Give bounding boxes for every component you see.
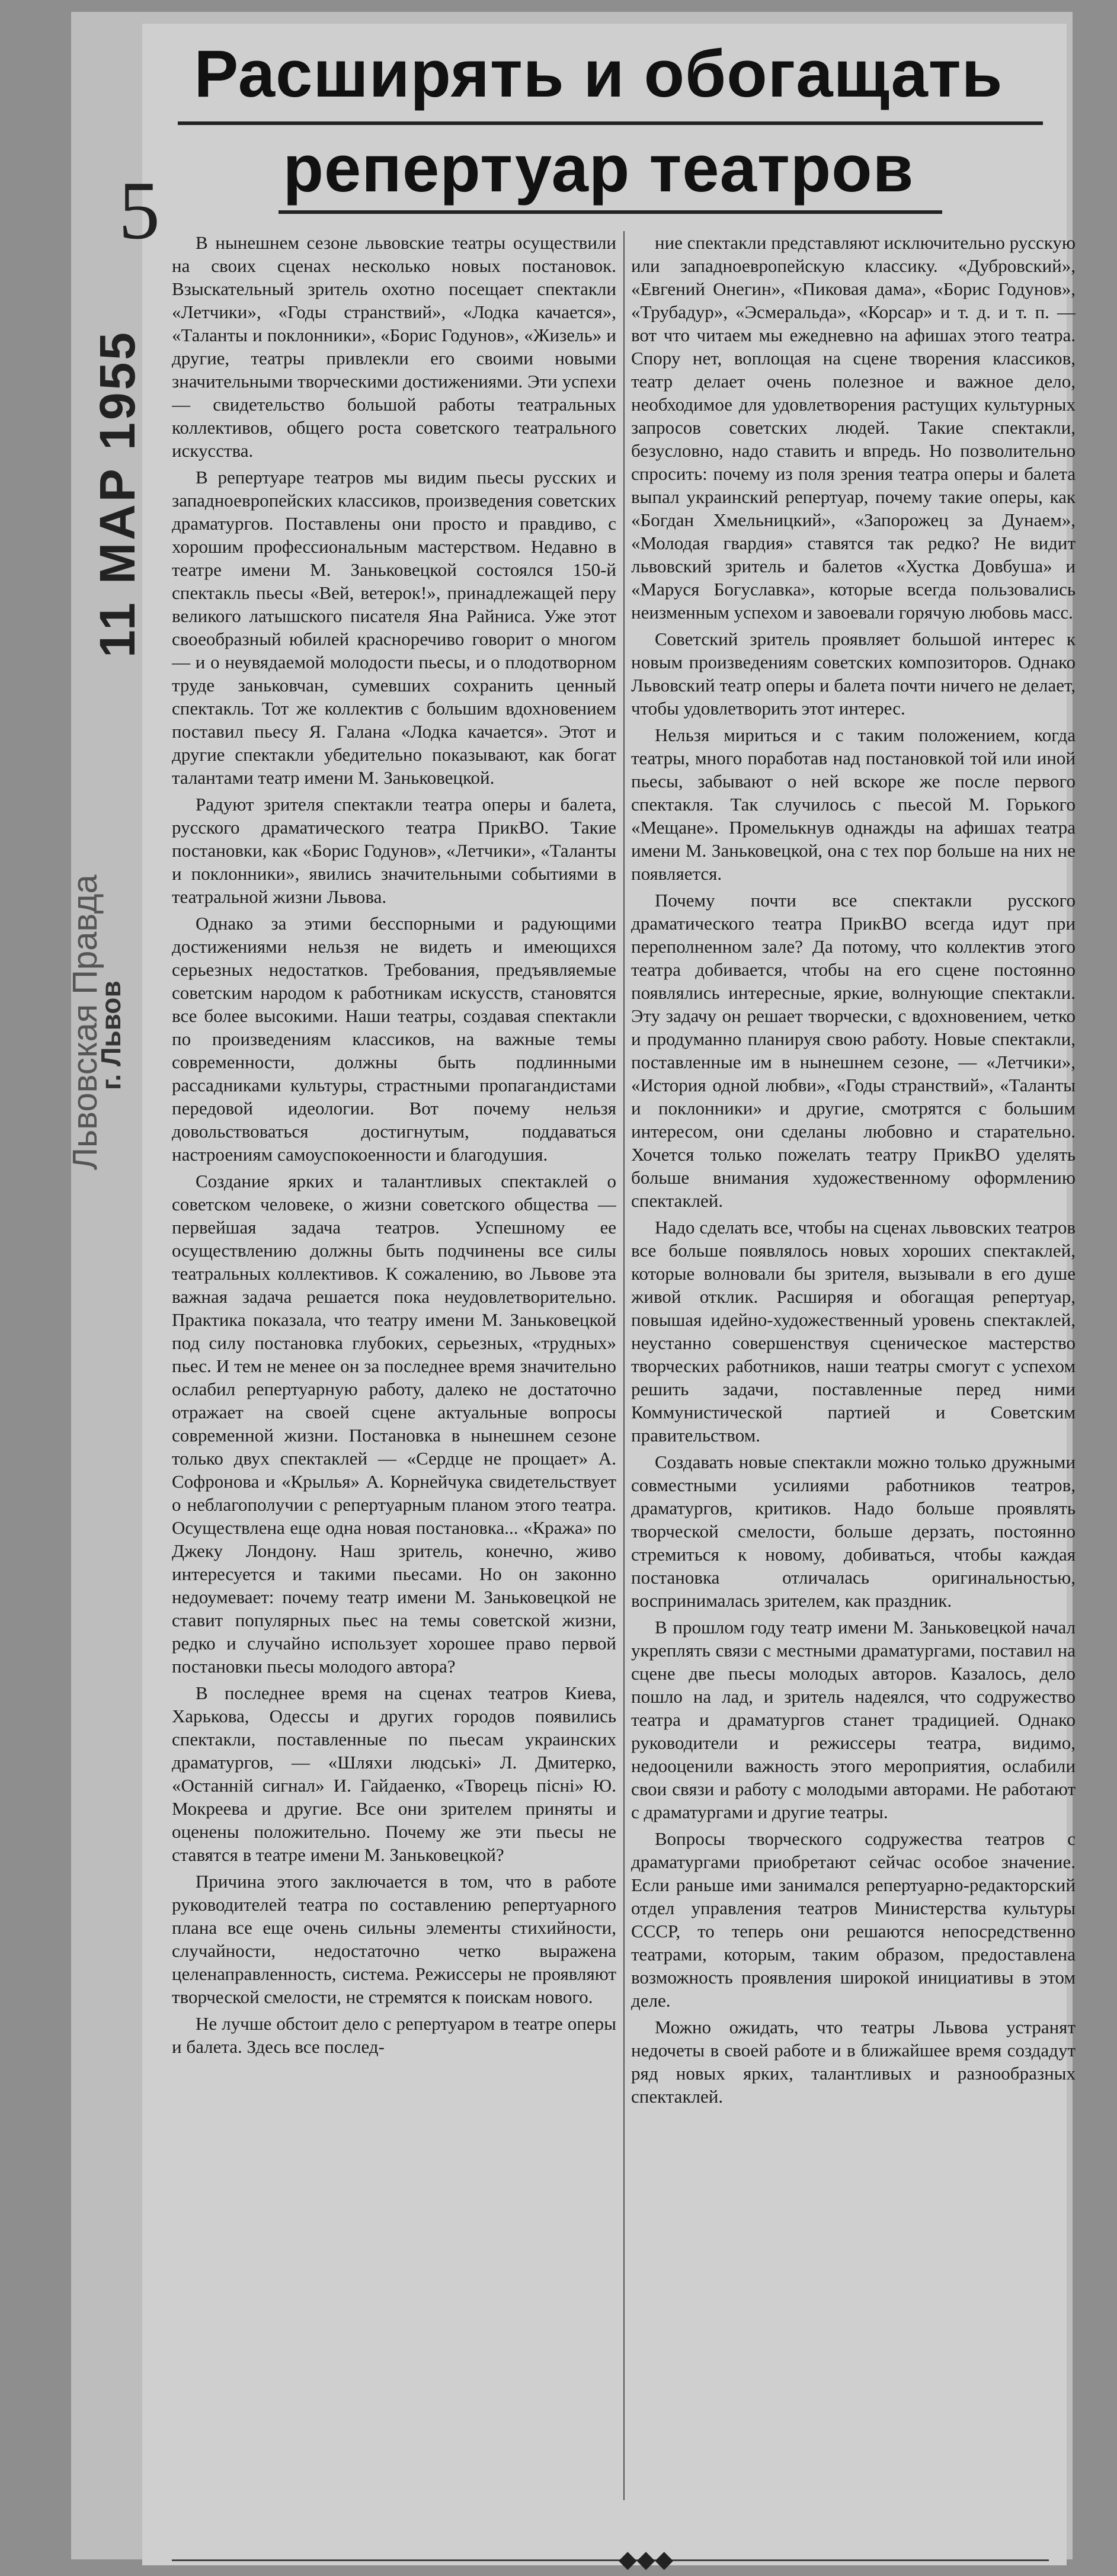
city-label: г. Львов xyxy=(95,981,126,1090)
newspaper-name: Львовская Правда xyxy=(66,874,104,1170)
headline-rule-bottom xyxy=(279,210,942,214)
article-paragraph: ние спектакли представляют исключительно русскую или западноевропейскую классику. «Дубровский», «Евгений Онегин», «Пиковая дама», «Борис Годунов», «Трубадур», «Эсмеральда», «Корсар» и т. д. и т. п. — вот что читаем мы ежедневно на афишах этого театра. Спору нет, воплощая на сцене творения классиков, театр делает очень полезное и важное дело, необходимое для удовлетворения растущих культурных запросов советских людей. Такие спектакли, безусловно, надо ставить и впредь. Но позволительно спросить: почему из поля зрения театра оперы и балета выпал украинский репертуар, почему такие оперы, как «Богдан Хмельницкий», «Запорожец за Дунаем», «Молодая гвардия» ставятся так редко? Не видит львовский зритель и балетов «Хустка Довбуша» и «Маруся Богуславка», которые всегда пользовались неизменным успехом и завоевали горячую любовь масс. xyxy=(631,232,1076,623)
headline-line-2: репертуар театров xyxy=(283,132,914,206)
article-column-2 xyxy=(631,231,1076,2500)
article-paragraph: В нынешнем сезоне львовские театры осуществили на своих сценах несколько новых постановок. Взыскательный зритель охотно посещает спектакли «Летчики», «Годы странствий», «Лодка качается», «Таланты и поклонники», «Борис Годунов», «Жизель» и другие, театры привлекли его своими новыми значительными творческими достижениями. Эти успехи — свидетельство большой работы театральных коллективов, общего роста советского театрального искусства. xyxy=(172,232,616,461)
ornament: ◆◆◆ xyxy=(618,2546,674,2572)
article-paragraph: Причина этого заключается в том, что в работе руководителей театра по составлению репертуарного плана все еще очень сильны элементы стихийности, случайности, недостаточно четко выражена целенаправленность, система. Режиссеры не проявляют творческой смелости, не стремятся к поискам нового. xyxy=(172,1871,616,2007)
article-paragraph: Однако за этими бесспорными и радующими достижениями нельзя не видеть и имеющихся серьезных недостатков. Требования, предъявляемые советским народом к работникам искусств, становятся все более высокими. Наши театры, создавая спектакли по произведениям классиков, на важные темы современности, должны быть подлинными рассадниками культуры, страстными пропагандистами передовой идеологии. Вот почему нельзя довольствоваться достигнутым, поддаваться настроениям самоуспокоенности и благодушия. xyxy=(172,913,616,1165)
headline-rule-top xyxy=(178,121,1043,125)
margin-handwritten-mark: 5 xyxy=(119,165,160,257)
article-paragraph: Надо сделать все, чтобы на сценах львовских театров все больше появлялось новых хороших спектаклей, которые волновали бы зрителя, вызывали в его душе живой отклик. Расширяя и обогащая репертуар, повышая идейно-художественный уровень спектаклей, неустанно совершенствуя сценическое мастерство творческих работников, наши театры смогут с успехом решить задачи, поставленные перед ними Коммунистической партией и Советским правительством. xyxy=(631,1217,1076,1446)
article-paragraph: Не лучше обстоит дело с репертуаром в театре оперы и балета. Здесь все послед- xyxy=(172,2013,616,2057)
article-paragraph: Создавать новые спектакли можно только дружными совместными усилиями работников театров, драматургов, критиков. Надо больше проявлять творческой смелости, больше дерзать, постоянно стремиться к новому, добиваться, чтобы каждая постановка отличалась оригинальностью, воспринималась зрителем, как праздник. xyxy=(631,1452,1076,1611)
article-paragraph: В репертуаре театров мы видим пьесы русских и западноевропейских классиков, произведения советских драматургов. Поставлены они просто и правдиво, с хорошим профессиональным мастерством. Недавно в театре имени М. Заньковецкой состоялся 150-й спектакль пьесы «Вей, ветерок!», принадлежащей перу великого латышского писателя Яна Райниса. Уже этот своеобразный юбилей красноречиво говорит о многом — и о неувядаемой молодости пьесы, и о плодотворном труде заньковчан, сумевших сохранить ценный спектакль. Тот же коллектив с большим вдохновением поставил пьесу Я. Галана «Лодка качается». Этот и другие спектакли убедительно показывают, как богат талантами театр имени М. Заньковецкой. xyxy=(172,467,616,788)
article-paragraph: Нельзя мириться и с таким положением, когда театры, много поработав над постановкой той или иной пьесы, забывают о ней вскоре же после первого спектакля. Так случилось с пьесой М. Горького «Мещане». Промелькнув однажды на афишах театра имени М. Заньковецкой, она с тех пор больше на них не появляется. xyxy=(631,725,1076,884)
article-paragraph: Советский зритель проявляет большой интерес к новым произведениям советских композиторов. Однако Львовский театр оперы и балета почти ничего не делает, чтобы удовлетворить этот интерес. xyxy=(631,629,1076,719)
date-stamp: 11 МАР 1955 xyxy=(89,329,145,658)
article-paragraph: В последнее время на сценах театров Киева, Харькова, Одессы и других городов появились спектакли, поставленные по пьесам украинских драматургов, — «Шляхи людські» Л. Дмитерко, «Останній сигнал» И. Гайдаенко, «Творець пісні» Ю. Мокреева и другие. Все они зрителем приняты и оценены положительно. Почему же эти пьесы не ставятся в театре имени М. Заньковецкой? xyxy=(172,1683,616,1865)
column-divider xyxy=(623,231,625,2500)
article-column-1 xyxy=(172,231,616,2500)
article-paragraph: Создание ярких и талантливых спектаклей о советском человеке, о жизни советского общества — первейшая задача театров. Успешному ее осуществлению должны быть подчинены все силы театральных коллективов. К сожалению, во Львове эта важная задача решается пока неудовлетворительно. Практика показала, что театру имени М. Заньковецкой под силу постановка глубоких, серьезных, «трудных» пьес. И тем не менее он за последнее время значительно ослабил репертуарную работу, далеко не достаточно отражает на своей сцене актуальные вопросы современной жизни. Постановка в нынешнем сезоне только двух спектаклей — «Сердце не прощает» А. Софронова и «Крылья» А. Корнейчука свидетельствует о неблагополучии с репертуарным планом этого театра. Осуществлена еще одна новая постановка... «Кража» по Джеку Лондону. Наш зритель, конечно, живо интересуется и такими пьесами. Но он законно недоумевает: почему театр имени М. Заньковецкой не ставит популярных пьес на темы советской жизни, редко и случайно использует хорошее право первой постановки пьесы молодого автора? xyxy=(172,1171,616,1677)
article-paragraph: Почему почти все спектакли русского драматического театра ПрикВО всегда идут при переполненном зале? Да потому, что коллектив этого театра добивается, чтобы на его сцене постоянно появлялись интересные, яркие, волнующие спектакли. Эту задачу он решает творчески, с вдохновением, четко и продуманно планируя свою работу. Новые спектакли, поставленные им в нынешнем сезоне, — «Летчики», «История одной любви», «Годы странствий», «Таланты и поклонники» и другие, смотрятся с большим интересом, они сделаны любовно и старательно. Хочется только пожелать театру ПрикВО уделять больше внимания художественному оформлению спектаклей. xyxy=(631,890,1076,1211)
headline-line-1: Расширять и обогащать xyxy=(194,37,1003,111)
article-paragraph: Радуют зрителя спектакли театра оперы и балета, русского драматического театра ПрикВО. Такие постановки, как «Борис Годунов», «Летчики», «Таланты и поклонники», явились значительными событиями в театральной жизни Львова. xyxy=(172,794,616,907)
article-paragraph: Вопросы творческого содружества театров с драматургами приобретают сейчас особое значение. Если раньше ими занимался репертуарно-редакторский отдел управления театров Министерства культуры СССР, то теперь они решаются непосредственно театрами, которым, таким образом, предоставлена возможность проявления широкой инициативы в этом деле. xyxy=(631,1828,1076,2011)
article-paragraph: В прошлом году театр имени М. Заньковецкой начал укреплять связи с местными драматургами, поставил на сцене две пьесы молодых авторов. Казалось, дело пошло на лад, и зритель надеялся, что содружество театра и драматургов станет традицией. Однако руководители и режиссеры театра, видимо, недооценили важность этого мероприятия, ослабили свои связи и работу с молодыми авторами. Не работают с драматургами и другие театры. xyxy=(631,1617,1076,1822)
article-paragraph: Можно ожидать, что театры Львова устранят недочеты в своей работе и в ближайшее время создадут ряд новых ярких, талантливых и разнообразных спектаклей. xyxy=(631,2017,1076,2107)
